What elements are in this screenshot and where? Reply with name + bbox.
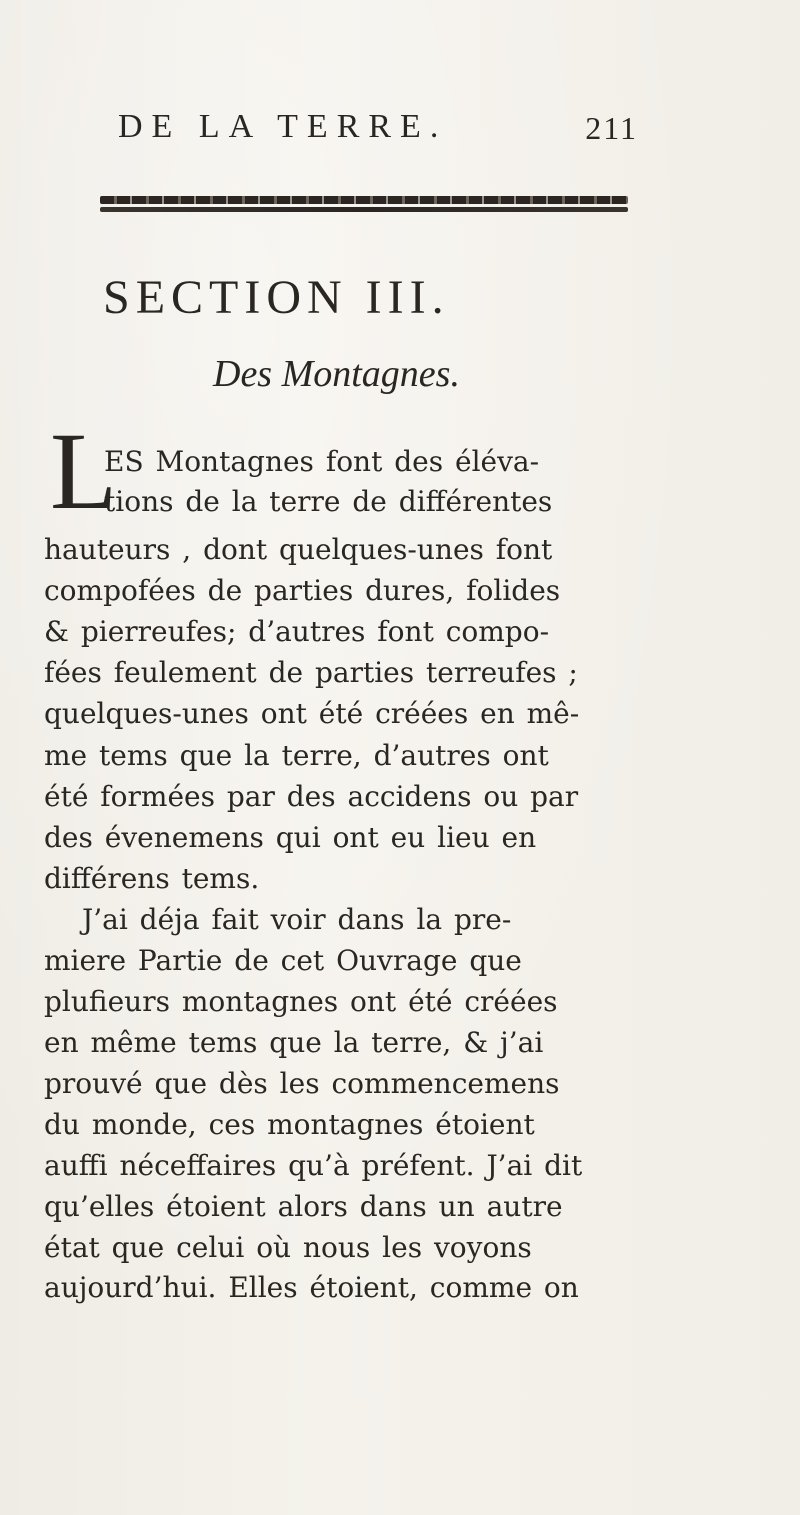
text-line: me tems que la terre, d’autres ont	[44, 739, 549, 772]
text-line: miere Partie de cet Ouvrage que	[44, 944, 522, 977]
text-line: & pierreufes; d’autres font compo-	[44, 615, 550, 648]
page-number: 211	[585, 110, 638, 146]
ornament-band	[100, 196, 628, 204]
text-line: des évenemens qui ont eu lieu en	[44, 821, 537, 854]
section-subheading: Des Montagnes.	[213, 353, 460, 395]
text-line: J’ai déja fait voir dans la pre-	[82, 903, 512, 936]
text-line: du monde, ces montagnes étoient	[44, 1108, 535, 1141]
text-line: été formées par des accidens ou par	[44, 780, 579, 813]
running-head	[118, 108, 638, 152]
text-line: quelques-unes ont été créées en mê-	[44, 697, 580, 730]
ornamental-rule	[100, 196, 628, 216]
text-line: ES Montagnes font des éléva-	[104, 445, 540, 478]
text-line: état que celui où nous les voyons	[44, 1231, 532, 1264]
section-heading: SECTION III.	[103, 271, 450, 324]
drop-cap: L	[50, 410, 118, 532]
text-line: compofées de parties dures, folides	[44, 574, 561, 607]
text-line: tions de la terre de différentes	[104, 485, 553, 518]
text-line: différens tems.	[44, 862, 260, 895]
text-line: fées feulement de parties terreufes ;	[44, 656, 578, 689]
ornament-rule-line	[100, 207, 628, 212]
text-line: qu’elles étoient alors dans un autre	[44, 1190, 563, 1223]
text-line: plufieurs montagnes ont été créées	[44, 985, 558, 1018]
text-line: prouvé que dès les commencemens	[44, 1067, 560, 1100]
text-line: aujourd’hui. Elles étoient, comme on	[44, 1271, 579, 1304]
text-line: en même tems que la terre, & j’ai	[44, 1026, 544, 1059]
text-line: auffi néceffaires qu’à préfent. J’ai dit	[44, 1149, 583, 1182]
text-line: hauteurs , dont quelques-unes font	[44, 533, 553, 566]
running-title: DE LA TERRE.	[118, 108, 448, 145]
